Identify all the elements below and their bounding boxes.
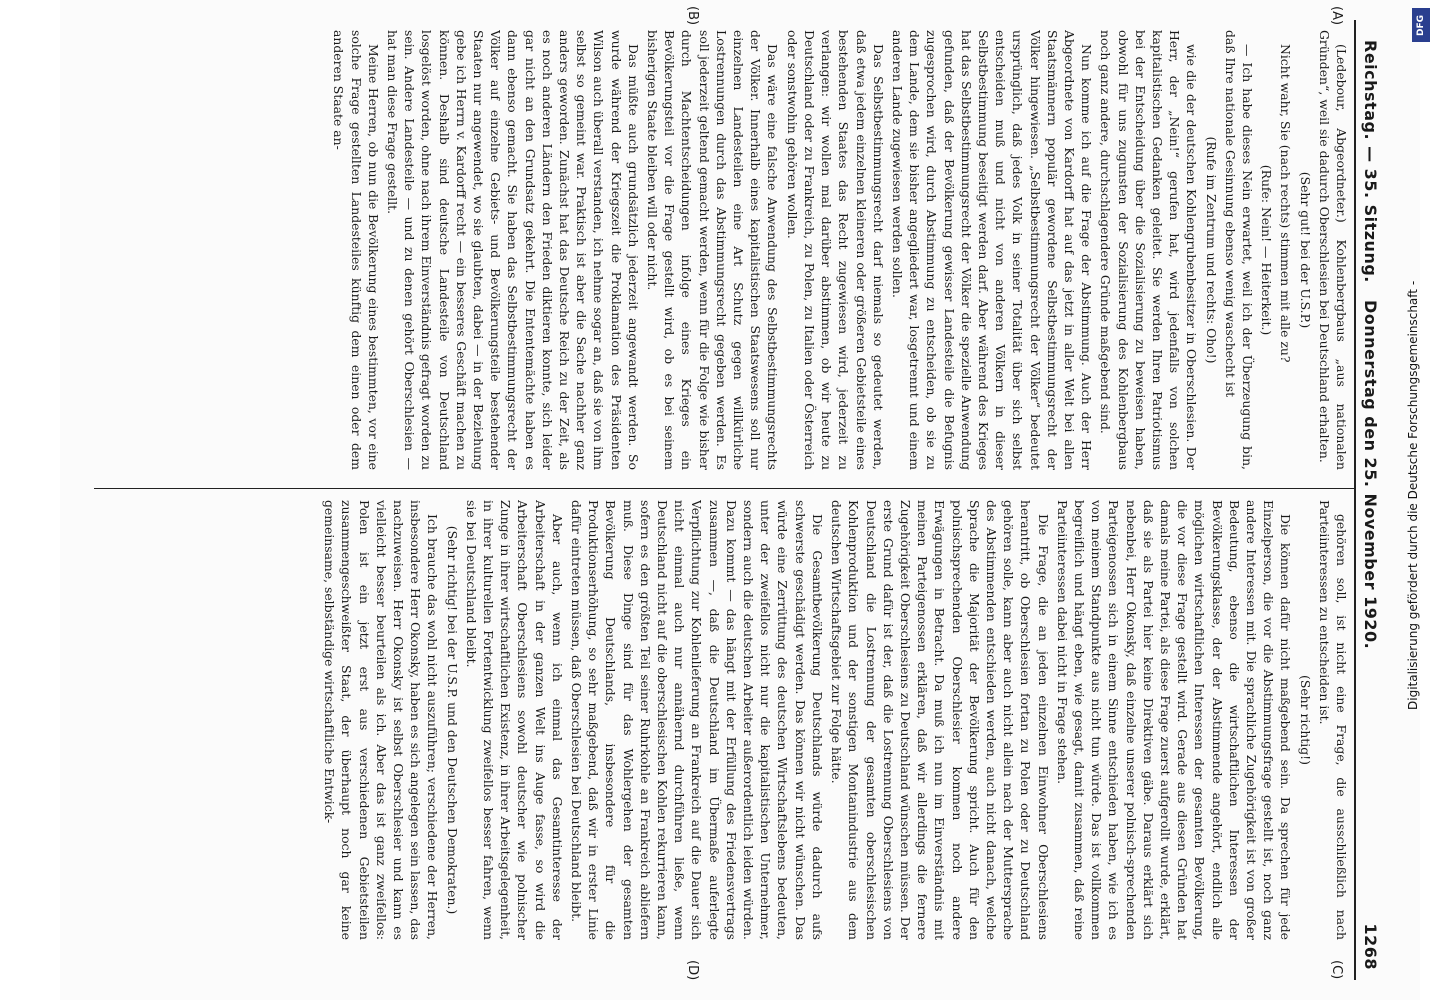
right-column xyxy=(80,500,1350,940)
left-paragraph: wie die der deutschen Kohlengrubenbesitzer in Oberschlesien. Der Herr, der „Nein!“ gerufen hat, wird jedenfalls von solchen kapitalistischen Gedanken geleitet. Sie werden Ihren Patriotismus bei der Entscheidung über die Sozialisierung zu beweisen haben, obwohl für uns zugunsten der Sozialisierung des Kohlenbergbaus noch ganz andere, durchschlagendere Gründe maßgebend sind. xyxy=(1098,30,1200,470)
page-number: 1268 xyxy=(1361,923,1380,970)
left-paragraph: Das müßte auch grundsätzlich jederzeit angewandt werden. So wurde während der Kriegszeit die Proklamation des Präsidenten Wilson auch überall verstanden, ich nehme sogar an, daß sie von ihm selbst so gemeint war. Praktisch ist aber die Sache nachher ganz anders geworden. Zunächst hat das Deutsche Reich zu der Zeit, als es noch anderen Ländern den Frieden diktieren konnte, sich leider gar nicht an den Grundsatz gekehrt. Die Ententemächte haben es dann ebenso gemacht. Sie haben das Selbstbestimmungsrecht der Völker auf einzelne Gebiets- und Bevölkerungsteile bestehender Staaten nur angewendet, wo sie glaubten, dabei — in der Beziehung gebe ich Herrn v. Kardorff recht — ein besseres Geschäft machen zu können. Deshalb sind deutsche Landesteile von Deutschland losgelöst worden, ohne nach ihrem Einverständnis gefragt worden zu sein. Andere Landesteile — und zu denen gehört Oberschlesien — hat man diese Frage gestellt. xyxy=(385,30,641,470)
right-paragraph: Die können dafür nicht maßgebend sein. Da sprechen für jede Einzelperson, die vor die Abstimmungsfrage gestellt ist, noch ganz andere Interessen mit. Die sprachliche Zugehörigkeit ist von großer Bedeutung, ebenso die wirtschaftlichen Interessen der Bevölkerungsklasse, der der Abstimmende angehört, endlich alle möglichen wirtschaftlichen Interessen der gesamten Bevölkerung, die vor diese Frage gestellt wird. Gerade aus diesen Gründen hat damals meine Partei, als diese Frage zuerst aufgerollt wurde, erklärt, daß sie als Partei hier keine Direktiven gäbe. Daraus erklärt sich nebenbei, Herr Okonsky, daß einzelne unserer polnisch-sprechenden Parteigenossen sich in einem Sinne entschieden haben, wie ich es von meinem Standpunkte aus nicht tun würde. Das ist vollkommen begreiflich und hängt eben, wie gesagt, damit zusammen, daß reine Parteiinteressen dabei nicht in Frage stehen. xyxy=(1054,500,1294,940)
right-interjection: (Sehr richtig!) xyxy=(1297,675,1313,765)
left-paragraph: Nicht wahr, Sie (nach rechts) stimmen mit alle zu? xyxy=(1278,44,1294,363)
left-paragraph: Das wäre eine falsche Anwendung des Selbstbestimmungsrechts der Völker. Innerhalb eines kapitalistischen Staatswesens soll nur einzelnen Landesteilen eine Art Schutz gegen willkürliche Lostrennungen durch das Abstimmungsrecht gegeben werden. Es soll jederzeit geltend gemacht werden, wenn für die Folge wie bisher durch Machtentscheidungen infolge eines Krieges ein Bevölkerungsteil vor die Frage gestellt wird, ob es bei seinem bisherigen Staate bleiben will oder nicht. xyxy=(645,30,781,470)
margin-mark-d: (D) xyxy=(685,960,700,981)
margin-mark-a: (A) xyxy=(1329,6,1344,26)
margin-mark-b: (B) xyxy=(685,6,700,26)
right-interjection: (Sehr richtig! bei der U.S.P. und den Deutschen Demokraten.) xyxy=(444,525,460,915)
right-paragraph: Die Gesamtbevölkerung Deutschlands würde dadurch aufs schwerste geschädigt werden. Das können wir nicht wünschen. Das würde eine Zerrüttung des deutschen Wirtschaftslebens bedeuten, unter der zweifellos nicht nur die kapitalistischen Unternehmer, sondern auch die deutschen Arbeiter außerordentlich leiden würden. Dazu kommt — das hängt mit der Erfüllung des Friedensvertrags zusammen —, daß die Deutschland im Übermaße auferlegte Verpflichtung zur Kohlenlieferung an Frankreich auf die Dauer sich nicht einmal auch nur annähernd durchführen ließe, wenn Deutschland nicht auf die oberschlesischen Kohlen rekurrieren kann, sofern es den größten Teil seiner Ruhrkohle an Frankreich abliefern muß. Diese Dinge sind für das Wohlergehen der gesamten Bevölkerung Deutschlands, insbesondere für die Produktionserhöhung, so sehr maßgebend, daß wir in erster Linie dafür eintreten müssen, daß Oberschlesien bei Deutschland bleibt. xyxy=(569,500,825,940)
left-interjection: (Sehr gut! bei der U.S.P.) xyxy=(1297,171,1313,329)
right-paragraph: Aber auch, wenn ich einmal das Gesamtinteresse der Arbeiterschaft in der ganzen Welt ins Auge fasse, so wird die Arbeiterschaft Oberschlesiens sowohl deutscher wie polnischer Zunge in ihrer wirtschaftlichen Existenz, in ihrer Arbeitsgelegenheit, in ihrer kulturellen Fortentwicklung zweifellos besser fahren, wenn sie bei Deutschland bleibt. xyxy=(463,500,565,940)
rotated-document-page xyxy=(60,0,1420,1000)
header-date: Donnerstag den 25. November 1920. xyxy=(1361,300,1380,650)
left-column xyxy=(80,30,1350,470)
dfg-logo: DFG xyxy=(1412,8,1430,42)
left-paragraph: — Ich habe dieses Nein erwartet, weil ich der Überzeugung bin, daß Ihre nationale Gesinnung ebenso wenig waschecht ist xyxy=(1222,30,1255,470)
left-paragraph: Das Selbstbestimmungsrecht darf niemals so gedeutet werden, daß etwa jedem einzelnen kleineren oder größeren Gebietsteile eines bestehenden Staates das Recht zugewiesen wird, jederzeit zu verlangen: wir wollen mal darüber abstimmen, ob wir heute zu Deutschland oder zu Frankreich, zu Polen, zu Italien oder Österreich oder sonstwohin gehören wollen. xyxy=(784,30,886,470)
header-rule xyxy=(1354,20,1356,980)
margin-mark-c: (C) xyxy=(1329,960,1344,980)
left-interjection: (Rufe: Nein! — Heiterkeit.) xyxy=(1259,164,1275,336)
header-left: Reichstag. — 35. Sitzung. xyxy=(1361,40,1380,283)
right-paragraph: Die Frage, die an jeden einzelnen Einwohner Oberschlesiens herantritt, ob Oberschlesien fortan zu Polen oder zu Deutschland gehören solle, kann aber auch nicht allein nach der Muttersprache des Abstimmenden entschieden werden, auch nicht danach, welche Sprache die Majorität der Bevölkerung spricht. Auch für den polnischsprechenden Oberschlesier kommen noch andere Erwägungen in Betracht. Da muß ich nun im Einverständnis mit meinen Parteigenossen erklären, daß wir allerdings die fernere Zugehörigkeit Oberschlesiens zu Deutschland wünschen müssen. Der erste Grund dafür ist der, daß die Lostrennung Oberschlesiens von Deutschland die Lostrennung der gesamten oberschlesischen Kohlenproduktion und der sonstigen Montanindustrie aus dem deutschen Wirtschaftsgebiet zur Folge hätte. xyxy=(829,500,1051,940)
left-paragraph: Nun komme ich auf die Frage der Abstimmung. Auch der Herr Abgeordnete von Kardorff hat auf das jetzt in aller Welt bei allen Staatsmännern populär gewordene Selbstbestimmungsrecht der Völker hingewiesen. „Selbstbestimmungsrecht der Völker“ bedeutet ursprünglich, daß jedes Volk in seiner Totalität über sich selbst entscheiden muß und nicht von anderen Völkern in dieser Selbstbestimmung beseitigt werden darf. Aber während des Krieges hat das Selbstbestimmungsrecht der Völker die spezielle Anwendung gefunden, daß der Bevölkerung gewisser Landesteile die Befugnis zugesprochen wird, durch Abstimmung zu entscheiden, ob sie zu dem Lande, dem sie bisher angegliedert war, losgetrennt und einem anderen Lande zugewiesen werden sollen. xyxy=(889,30,1095,470)
right-paragraph: Ich brauche das wohl nicht auszuführen; verschiedene der Herren, insbesondere Herr Okonsky, haben es sich angelegen sein lassen, das nachzuweisen. Herr Okonsky ist selbst Oberschlesier und kann es vielleicht besser beurteilen als ich. Aber das ist ganz zweifellos: Polen ist ein jetzt erst aus verschiedenen Gebietsteilen zusammengeschweißter Staat, der überhaupt noch gar keine gemeinsame, selbständige wirtschaftliche Entwick- xyxy=(322,500,441,940)
left-interjection: (Rufe im Zentrum und rechts: Oho!) xyxy=(1203,136,1219,364)
right-paragraph: gehören soll, ist nicht eine Frage, die ausschließlich nach Parteiinteressen zu entscheiden ist. xyxy=(1316,500,1349,940)
digitization-credit: Digitalisierung gefördert durch die Deutsche Forschungsgemeinschaft - xyxy=(1406,280,1420,710)
left-paragraph: (Ledebour, Abgeordneter.) Kohlenbergbaus „aus nationalen Gründen“, weil sie dadurch Oberschlesien bei Deutschland erhalten. xyxy=(1316,30,1349,470)
column-divider xyxy=(94,488,1354,489)
left-paragraph: Meine Herren, ob nun die Bevölkerung eines bestimmten, vor eine solche Frage gestellten Landesteiles künftig dem einen oder dem anderen Staate an- xyxy=(331,30,381,470)
